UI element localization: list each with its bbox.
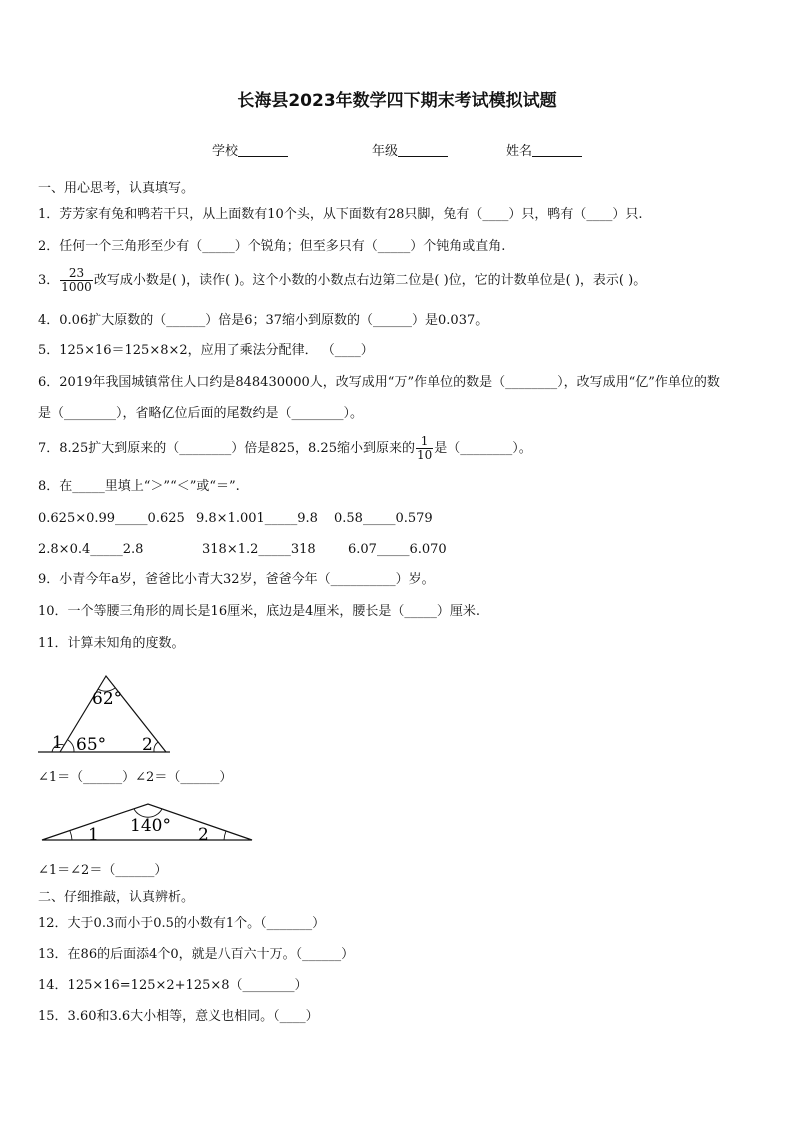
angle-62-label: 62° (92, 689, 123, 709)
question-2: 2．任何一个三角形至少有（_____）个锐角；但至多只有（_____）个钝角或直角. (38, 239, 506, 254)
section-1-heading: 一、用心思考，认真填写。 (38, 181, 195, 196)
q8-item-5: 318×1.2_____318 (202, 542, 316, 557)
q11-answer-1: ∠1＝（______）∠2＝（______） (38, 770, 233, 785)
angle-2-label-2: 2 (198, 825, 209, 845)
school-blank[interactable] (238, 142, 288, 157)
question-15: 15．3.60和3.6大小相等，意义也相同。（____） (38, 1009, 319, 1024)
name-field (506, 140, 582, 159)
school-field (212, 140, 288, 159)
q8-item-3: 0.58_____0.579 (334, 511, 433, 526)
question-7: 7．8.25扩大到原来的（________）倍是825，8.25缩小到原来的 $\frac{1}{10}$ 是（________）。 (38, 434, 532, 462)
section-2-heading: 二、仔细推敲，认真辨析。 (38, 890, 195, 905)
question-6-line-2: 是（________），省略亿位后面的尾数约是（________）。 (38, 406, 364, 421)
name-label: 姓名 (506, 144, 533, 159)
name-blank[interactable] (532, 142, 582, 157)
question-1: 1．芳芳家有兔和鸭若干只，从上面数有10个头，从下面数有28只脚，兔有（____）只，鸭有（____）只. (38, 207, 643, 222)
angle-65-label: 65° (76, 735, 107, 755)
angle-140-label: 140° (130, 816, 171, 836)
question-9: 9．小青今年a岁，爸爸比小青大32岁，爸爸今年（__________）岁。 (38, 572, 435, 587)
q11-answer-2: ∠1＝∠2＝（______） (38, 863, 168, 878)
triangle-figure-1 (36, 666, 176, 760)
triangle-figure-2 (36, 798, 258, 846)
school-label: 学校 (212, 144, 239, 159)
question-14: 14．125×16=125×2+125×8（________） (38, 978, 308, 993)
q8-item-4: 2.8×0.4_____2.8 (38, 542, 144, 557)
question-8: 8．在_____里填上“＞”“＜”或“＝”. (38, 479, 240, 494)
question-6-line-1: 6．2019年我国城镇常住人口约是848430000人，改写成用“万”作单位的数是（________），改写成用“亿”作单位的数 (38, 375, 720, 390)
question-5: 5．125×16＝125×8×2，应用了乘法分配律． （____） (38, 343, 374, 358)
grade-blank[interactable] (398, 142, 448, 157)
grade-field (372, 140, 448, 159)
q8-item-6: 6.07_____6.070 (348, 542, 447, 557)
question-13: 13．在86的后面添4个0，就是八百六十万。（______） (38, 947, 355, 962)
angle-1-label-2: 1 (88, 825, 99, 845)
q8-item-1: 0.625×0.99_____0.625 (38, 511, 185, 526)
grade-label: 年级 (372, 144, 399, 159)
q8-item-2: 9.8×1.001_____9.8 (196, 511, 318, 526)
angle-1-label: 1 (52, 733, 63, 753)
fraction-23-1000: $\frac{23}{1000}$ (61, 266, 92, 294)
page-title: 长海县2023年数学四下期末考试模拟试题 (237, 91, 557, 111)
question-10: 10．一个等腰三角形的周长是16厘米，底边是4厘米，腰长是（_____）厘米. (38, 604, 480, 619)
angle-2-label: 2 (142, 735, 153, 755)
question-4: 4．0.06扩大原数的（______）倍是6；37缩小到原数的（______）是0.037。 (38, 313, 489, 328)
question-11: 11．计算未知角的度数。 (38, 636, 185, 651)
question-3: 3． $\frac{23}{1000}$ 改写成小数是( )，读作( )。这个小数的小数点右边第二位是( )位，它的计数单位是( )，表示( )。 (38, 266, 647, 294)
fraction-1-10: $\frac{1}{10}$ (416, 434, 433, 462)
question-12: 12．大于0.3而小于0.5的小数有1个。（_______） (38, 916, 326, 931)
